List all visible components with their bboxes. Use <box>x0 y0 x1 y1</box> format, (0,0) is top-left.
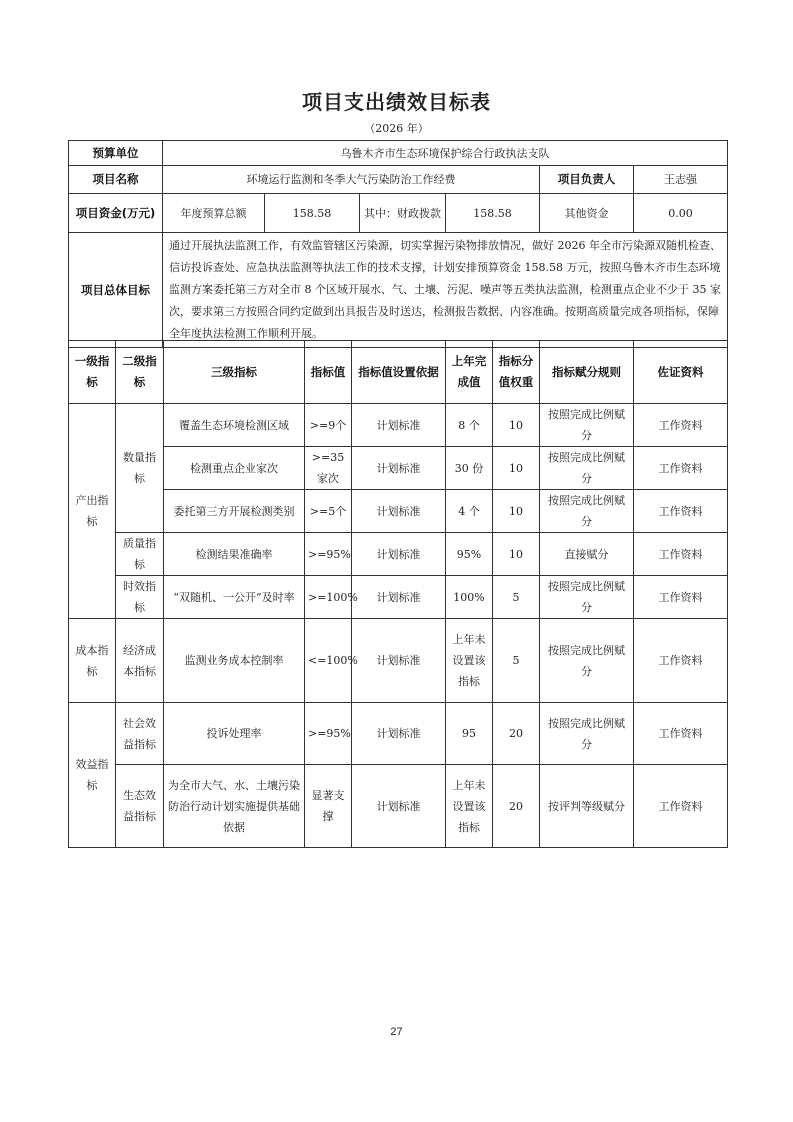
evidence: 工作资料 <box>634 576 728 619</box>
indicator-weight: 10 <box>493 533 540 576</box>
table-row <box>69 490 728 533</box>
last-year-value: 上年未设置该指标 <box>446 765 493 848</box>
indicator-value: >=9个 <box>305 404 352 447</box>
indicator-name: 委托第三方开展检测类别 <box>164 490 305 533</box>
indicator-name: “双随机、一公开”及时率 <box>164 576 305 619</box>
evidence: 工作资料 <box>634 619 728 703</box>
scoring-rule: 按照完成比例赋分 <box>540 619 634 703</box>
scoring-rule: 直接赋分 <box>540 533 634 576</box>
scoring-rule: 按评判等级赋分 <box>540 765 634 848</box>
last-year-value: 95% <box>446 533 493 576</box>
indicator-table <box>68 340 728 848</box>
scoring-rule: 按照完成比例赋分 <box>540 404 634 447</box>
indicator-basis: 计划标准 <box>352 703 446 765</box>
scoring-rule: 按照完成比例赋分 <box>540 490 634 533</box>
col-header: 指标赋分规则 <box>540 341 634 404</box>
year-label: （2026 年） <box>364 122 429 135</box>
last-year-value: 30 份 <box>446 447 493 490</box>
annual-budget-label: 年度预算总额 <box>163 194 265 233</box>
fiscal-funds-value: 158.58 <box>446 194 540 233</box>
project-name-label: 项目名称 <box>69 166 163 194</box>
col-header: 指标值 <box>305 341 352 404</box>
indicator-basis: 计划标准 <box>352 619 446 703</box>
other-funds-value: 0.00 <box>634 194 728 233</box>
level2-social: 社会效益指标 <box>116 703 164 765</box>
indicator-weight: 10 <box>493 404 540 447</box>
level1-cost: 成本指标 <box>69 619 116 703</box>
col-header: 佐证资料 <box>634 341 728 404</box>
indicator-value: >=35家次 <box>305 447 352 490</box>
last-year-value: 8 个 <box>446 404 493 447</box>
evidence: 工作资料 <box>634 404 728 447</box>
evidence: 工作资料 <box>634 533 728 576</box>
table-row <box>69 404 728 447</box>
indicator-value: <=100% <box>305 619 352 703</box>
last-year-value: 4 个 <box>446 490 493 533</box>
col-header: 指标分值权重 <box>493 341 540 404</box>
col-header: 一级指标 <box>69 341 116 404</box>
scoring-rule: 按照完成比例赋分 <box>540 576 634 619</box>
page-number: 27 <box>390 1026 403 1038</box>
indicator-value: >=5个 <box>305 490 352 533</box>
table-row <box>69 703 728 765</box>
table-row <box>69 447 728 490</box>
table-row <box>69 576 728 619</box>
indicator-basis: 计划标准 <box>352 404 446 447</box>
indicator-name: 检测重点企业家次 <box>164 447 305 490</box>
last-year-value: 95 <box>446 703 493 765</box>
evidence: 工作资料 <box>634 765 728 848</box>
indicator-value: >=95% <box>305 533 352 576</box>
indicator-value: >=100% <box>305 576 352 619</box>
annual-budget-value: 158.58 <box>265 194 360 233</box>
evidence: 工作资料 <box>634 447 728 490</box>
project-leader-label: 项目负责人 <box>540 166 634 194</box>
evidence: 工作资料 <box>634 703 728 765</box>
budget-unit-label: 预算单位 <box>69 141 163 166</box>
scoring-rule: 按照完成比例赋分 <box>540 447 634 490</box>
project-info-table <box>68 140 728 348</box>
col-header: 上年完成值 <box>446 341 493 404</box>
indicator-weight: 10 <box>493 447 540 490</box>
table-row <box>69 619 728 703</box>
level2-economic: 经济成本指标 <box>116 619 164 703</box>
indicator-basis: 计划标准 <box>352 765 446 848</box>
indicator-value: >=95% <box>305 703 352 765</box>
indicator-name: 监测业务成本控制率 <box>164 619 305 703</box>
level1-benefit: 效益指标 <box>69 703 116 848</box>
table-row <box>69 765 728 848</box>
indicator-basis: 计划标准 <box>352 576 446 619</box>
other-funds-label: 其他资金 <box>540 194 634 233</box>
col-header: 三级指标 <box>164 341 305 404</box>
indicator-weight: 5 <box>493 619 540 703</box>
indicator-name: 检测结果准确率 <box>164 533 305 576</box>
indicator-basis: 计划标准 <box>352 447 446 490</box>
table-row <box>69 533 728 576</box>
project-name-value: 环境运行监测和冬季大气污染防治工作经费 <box>163 166 540 194</box>
header-row <box>69 341 728 404</box>
scoring-rule: 按照完成比例赋分 <box>540 703 634 765</box>
indicator-value: 显著支撑 <box>305 765 352 848</box>
level2-ecological: 生态效益指标 <box>116 765 164 848</box>
last-year-value: 100% <box>446 576 493 619</box>
indicator-name: 覆盖生态环境检测区域 <box>164 404 305 447</box>
page-title: 项目支出绩效目标表 <box>302 90 491 114</box>
indicator-weight: 20 <box>493 765 540 848</box>
budget-unit-value: 乌鲁木齐市生态环境保护综合行政执法支队 <box>163 141 728 166</box>
indicator-name: 投诉处理率 <box>164 703 305 765</box>
col-header: 指标值设置依据 <box>352 341 446 404</box>
level2-quality: 质量指标 <box>116 533 164 576</box>
overall-goal-label: 项目总体目标 <box>69 233 163 348</box>
fiscal-funds-label: 其中：财政拨款 <box>360 194 446 233</box>
level2-quantity: 数量指标 <box>116 404 164 533</box>
overall-goal-text: 通过开展执法监测工作，有效监管辖区污染源，切实掌握污染物排放情况，做好 2026 年全市污染源双随机检查、信访投诉查处、应急执法监测等执法工作的技术支撑，计划安排预算资金 158.58 万元，按照乌鲁木齐市生态环境监测方案委托第三方对全市 8 个区域开展水、气、土壤、污泥、噪声等五类执法监测，检测重点企业不少于 35 家次，要求第三方按照合同约定做到出具报告及时送达，检测报告数据、内容准确。按期高质量完成各项指标，保障全年度执法检测工作顺利开展。 <box>163 233 728 348</box>
indicator-name: 为全市大气、水、土壤污染防治行动计划实施提供基础依据 <box>164 765 305 848</box>
project-funds-label: 项目资金(万元) <box>69 194 163 233</box>
indicator-basis: 计划标准 <box>352 490 446 533</box>
col-header: 二级指标 <box>116 341 164 404</box>
level1-output: 产出指标 <box>69 404 116 619</box>
indicator-basis: 计划标准 <box>352 533 446 576</box>
project-leader-value: 王志强 <box>634 166 728 194</box>
indicator-weight: 5 <box>493 576 540 619</box>
last-year-value: 上年未设置该指标 <box>446 619 493 703</box>
indicator-weight: 20 <box>493 703 540 765</box>
level2-timeliness: 时效指标 <box>116 576 164 619</box>
indicator-weight: 10 <box>493 490 540 533</box>
evidence: 工作资料 <box>634 490 728 533</box>
